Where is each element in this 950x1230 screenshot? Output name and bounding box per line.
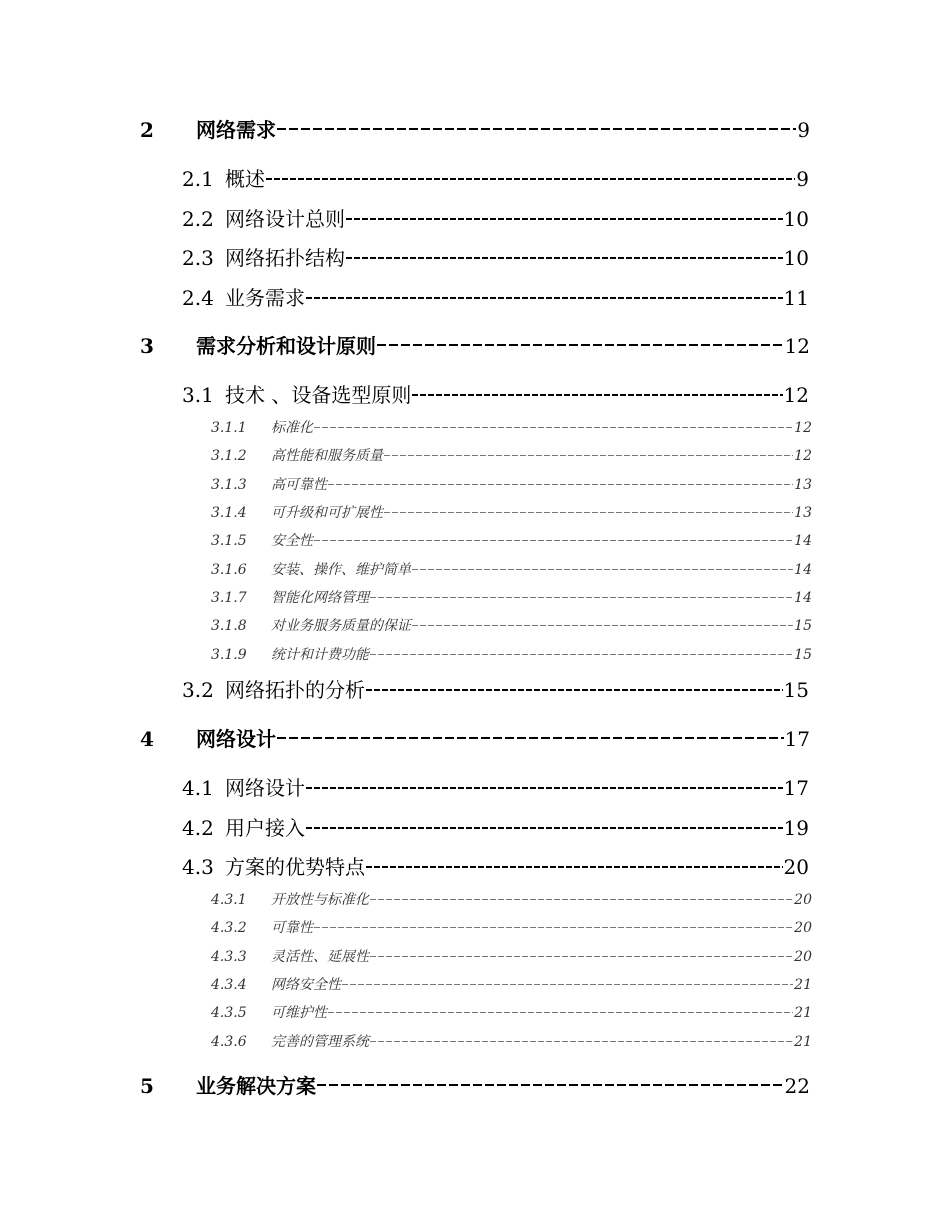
toc-entry-title: 网络设计 [225,776,305,800]
toc-entry-title: 技术 、设备选型原则 [225,383,412,407]
toc-leader-dashes [328,1005,793,1019]
toc-entry-number: 3.1.9 [211,647,247,663]
toc-entry-title: 智能化网络管理 [271,590,369,606]
toc-leader-dashes [370,647,793,661]
toc-entry-title: 高可靠性 [271,477,327,493]
toc-leader-dashes [370,949,793,963]
toc-entry-number: 3.1.4 [211,505,247,521]
toc-entry-3-1-1[interactable] [211,417,812,437]
toc-leader-dashes [277,119,796,139]
toc-entry-page-number: 15 [783,678,809,702]
toc-entry-page-number: 20 [794,892,812,908]
toc-entry-title: 安装、操作、维护简单 [271,562,411,578]
toc-entry-number: 4.3.4 [211,977,247,993]
toc-entry-page-number: 15 [794,647,812,663]
toc-leader-dashes [370,1034,793,1048]
toc-leader-dashes [317,1075,784,1095]
toc-leader-dashes [412,384,782,404]
toc-entry-title: 概述 [225,167,265,191]
toc-entry-page-number: 22 [784,1074,810,1098]
toc-entry-title: 网络拓扑的分析 [225,678,365,702]
toc-entry-title: 可升级和可扩展性 [271,505,383,521]
toc-entry-title: 需求分析和设计原则 [196,334,376,358]
toc-entry-page-number: 12 [784,334,810,358]
toc-entry-3[interactable] [140,330,810,359]
toc-entry-3-1-6[interactable] [211,559,812,579]
toc-leader-dashes [306,287,783,307]
toc-entry-title: 业务解决方案 [196,1074,316,1098]
toc-entry-title: 开放性与标准化 [271,892,369,908]
toc-entry-page-number: 20 [783,855,809,879]
toc-entry-number: 3.1.2 [211,448,247,464]
toc-entry-number: 5 [140,1074,154,1098]
toc-entry-number: 2 [140,118,154,142]
toc-leader-dashes [306,777,783,797]
toc-entry-2-2[interactable] [182,203,809,232]
toc-entry-5[interactable] [140,1070,810,1099]
toc-entry-4-3-2[interactable] [211,917,812,937]
toc-entry-page-number: 12 [783,383,809,407]
toc-entry-page-number: 11 [783,286,809,310]
toc-entry-number: 3.1.5 [211,533,247,549]
toc-entry-2[interactable] [140,114,810,143]
toc-entry-number: 3.1.6 [211,562,247,578]
toc-entry-number: 4.3.1 [211,892,247,908]
toc-entry-3-1-8[interactable] [211,615,812,635]
toc-leader-dashes [412,562,793,576]
toc-entry-title: 用户接入 [225,816,305,840]
toc-entry-4-2[interactable] [182,812,809,841]
toc-entry-number: 3.1.1 [211,420,247,436]
toc-entry-2-4[interactable] [182,282,809,311]
toc-entry-2-3[interactable] [182,242,809,271]
toc-entry-title: 网络拓扑结构 [225,246,345,270]
toc-entry-3-2[interactable] [182,674,809,703]
toc-entry-title: 对业务服务质量的保证 [271,618,411,634]
toc-entry-number: 4.3.2 [211,920,247,936]
toc-entry-number: 2.4 [182,286,214,310]
toc-entry-number: 3.1.7 [211,590,247,606]
toc-leader-dashes [314,420,793,434]
toc-entry-title: 标准化 [271,420,313,436]
toc-leader-dashes [370,590,793,604]
toc-entry-page-number: 12 [794,448,812,464]
toc-entry-page-number: 17 [783,776,809,800]
toc-leader-dashes [377,335,784,355]
toc-entry-title: 完善的管理系统 [271,1034,369,1050]
toc-entry-number: 4.1 [182,776,214,800]
toc-entry-page-number: 14 [794,562,812,578]
toc-entry-page-number: 14 [794,533,812,549]
toc-entry-number: 3.1.8 [211,618,247,634]
toc-leader-dashes [328,477,793,491]
toc-entry-number: 4.3.6 [211,1034,247,1050]
toc-entry-4-3-1[interactable] [211,889,812,909]
toc-entry-page-number: 21 [794,1034,812,1050]
toc-entry-page-number: 15 [794,618,812,634]
toc-entry-page-number: 20 [794,920,812,936]
toc-entry-3-1-3[interactable] [211,474,812,494]
toc-entry-2-1[interactable] [182,163,809,192]
toc-entry-page-number: 20 [794,949,812,965]
toc-entry-title: 可靠性 [271,920,313,936]
toc-entry-4-3-3[interactable] [211,946,812,966]
toc-entry-title: 可维护性 [271,1005,327,1021]
toc-entry-title: 业务需求 [225,286,305,310]
toc-leader-dashes [384,448,793,462]
toc-entry-page-number: 17 [784,727,810,751]
toc-entry-page-number: 13 [794,505,812,521]
toc-leader-dashes [314,533,793,547]
toc-entry-page-number: 9 [796,167,809,191]
toc-entry-page-number: 13 [794,477,812,493]
toc-entry-4-3[interactable] [182,851,809,880]
toc-entry-number: 4 [140,727,154,751]
toc-entry-title: 网络设计 [196,727,276,751]
toc-entry-number: 2.1 [182,167,214,191]
toc-entry-4[interactable] [140,723,810,752]
toc-leader-dashes [342,977,793,991]
toc-entry-number: 2.3 [182,246,214,270]
toc-entry-page-number: 21 [794,1005,812,1021]
toc-leader-dashes [366,856,783,876]
toc-entry-page-number: 10 [783,246,809,270]
toc-entry-3-1-7[interactable] [211,587,812,607]
toc-entry-title: 安全性 [271,533,313,549]
toc-entry-number: 3.2 [182,678,214,702]
toc-entry-page-number: 14 [794,590,812,606]
toc-entry-number: 3 [140,334,154,358]
toc-entry-3-1[interactable] [182,379,809,408]
toc-entry-page-number: 21 [794,977,812,993]
toc-leader-dashes [370,892,793,906]
toc-leader-dashes [277,728,784,748]
toc-leader-dashes [346,208,783,228]
toc-entry-4-3-5[interactable] [211,1002,812,1022]
toc-entry-number: 3.1.3 [211,477,247,493]
toc-leader-dashes [346,247,783,267]
toc-entry-number: 4.3.5 [211,1005,247,1021]
toc-entry-title: 网络安全性 [271,977,341,993]
toc-entry-page-number: 12 [794,420,812,436]
toc-entry-title: 方案的优势特点 [225,855,365,879]
toc-entry-title: 网络需求 [196,118,276,142]
toc-entry-3-1-9[interactable] [211,644,812,664]
toc-entry-title: 灵活性、延展性 [271,949,369,965]
toc-entry-3-1-5[interactable] [211,530,812,550]
toc-entry-number: 2.2 [182,207,214,231]
toc-entry-4-1[interactable] [182,772,809,801]
toc-entry-number: 4.2 [182,816,214,840]
toc-entry-title: 网络设计总则 [225,207,345,231]
toc-entry-page-number: 9 [797,118,810,142]
toc-leader-dashes [314,920,793,934]
toc-entry-3-1-2[interactable] [211,445,812,465]
toc-leader-dashes [366,679,783,699]
toc-entry-page-number: 19 [783,816,809,840]
toc-entry-number: 3.1 [182,383,214,407]
toc-leader-dashes [384,505,793,519]
toc-entry-4-3-6[interactable] [211,1031,812,1051]
toc-leader-dashes [266,168,795,188]
toc-entry-number: 4.3 [182,855,214,879]
toc-entry-title: 高性能和服务质量 [271,448,383,464]
toc-entry-3-1-4[interactable] [211,502,812,522]
toc-entry-4-3-4[interactable] [211,974,812,994]
toc-entry-page-number: 10 [783,207,809,231]
toc-entry-title: 统计和计费功能 [271,647,369,663]
toc-leader-dashes [412,618,793,632]
toc-leader-dashes [306,817,783,837]
toc-entry-number: 4.3.3 [211,949,247,965]
